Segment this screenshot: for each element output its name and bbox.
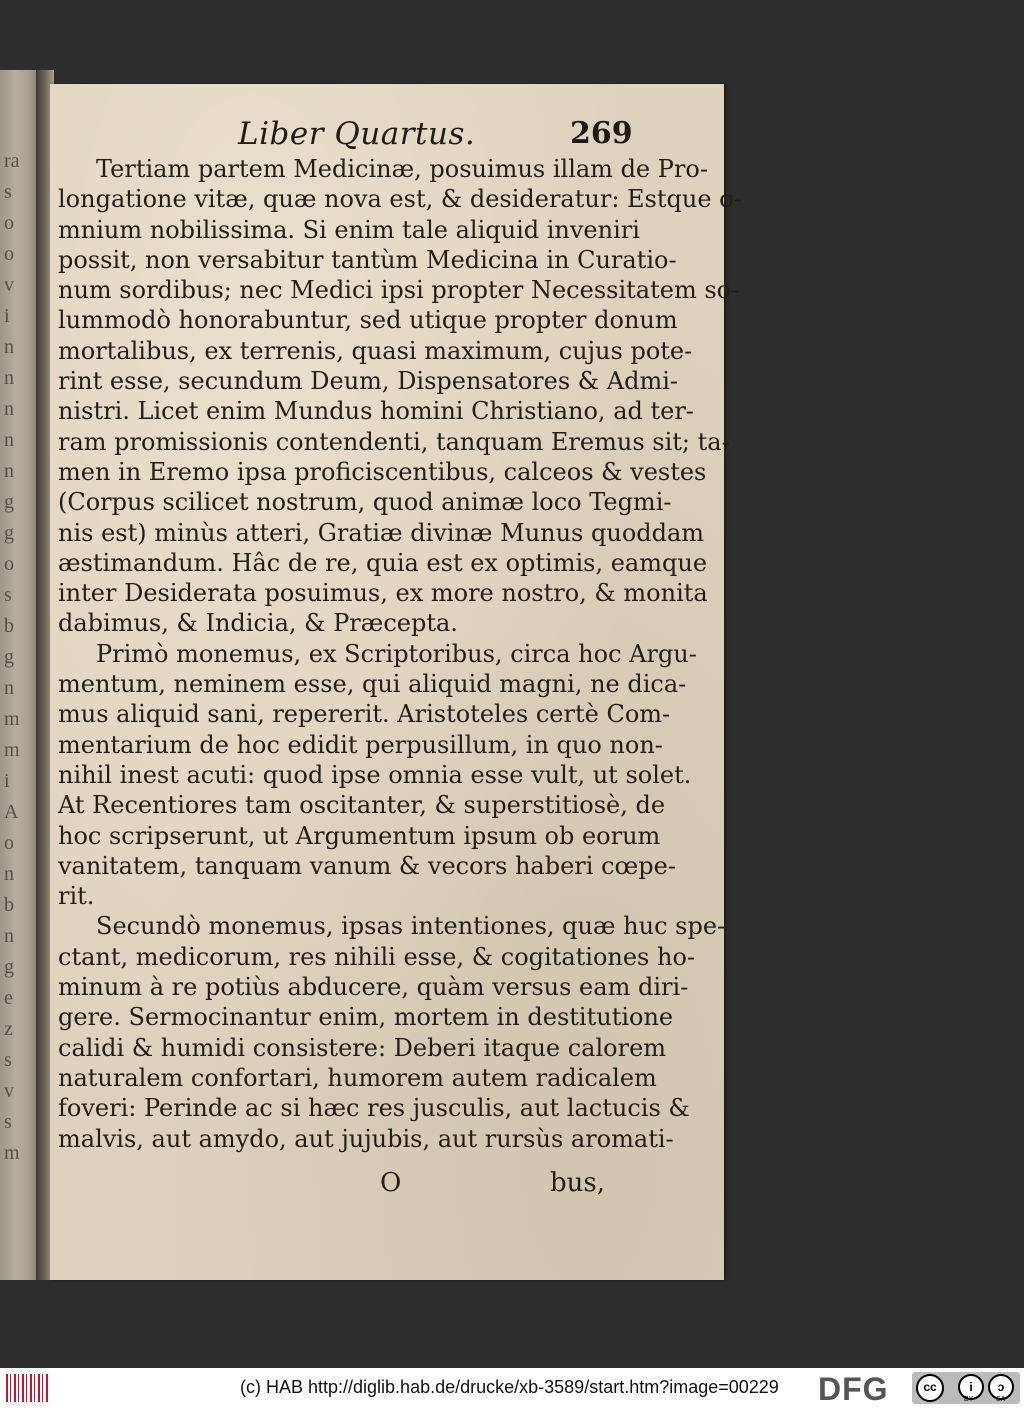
text-line: mentarium de hoc edidit perpusillum, in quo non- (58, 730, 663, 759)
adjacent-page-fragment: m (4, 1142, 20, 1164)
text-line: possit, non versabitur tantùm Medicina in Curatio- (58, 245, 677, 274)
body-text (58, 154, 742, 1154)
text-line: ram promissionis contendenti, tanquam Eremus sit; ta- (58, 427, 730, 456)
text-line: ctant, medicorum, res nihili esse, & cogitationes ho- (58, 942, 696, 971)
adjacent-page-fragment: s (4, 1049, 12, 1071)
text-line: (Corpus scilicet nostrum, quod animæ loco Tegmi- (58, 488, 672, 517)
text-line: dabimus, & Indicia, & Præcepta. (58, 609, 458, 638)
adjacent-page-fragment: s (4, 181, 12, 203)
running-head: Liber Quartus. (238, 116, 476, 152)
adjacent-page-fragment: z (4, 1018, 13, 1040)
adjacent-page-fragment: s (4, 1111, 12, 1133)
book-page (50, 84, 742, 1280)
adjacent-page-fragment: g (4, 522, 14, 544)
library-barcode-icon (6, 1374, 48, 1402)
adjacent-page-fragment: g (4, 956, 14, 978)
text-line: Primò monemus, ex Scriptoribus, circa hoc Argu- (96, 639, 697, 668)
adjacent-page-fragment: n (4, 863, 14, 885)
text-line: nihil inest acuti: quod ipse omnia esse vult, ut solet. (58, 760, 692, 789)
adjacent-page-fragment: m (4, 739, 20, 761)
adjacent-page-fragment: n (4, 398, 14, 420)
text-line: mus aliquid sani, repererit. Aristoteles certè Com- (58, 700, 671, 729)
adjacent-page-fragment: i (4, 305, 10, 327)
text-line: æstimandum. Hâc de re, quia est ex optimis, eamque (58, 548, 708, 577)
sa-caption: SA (996, 1396, 1006, 1403)
share-alike-icon: ↄ (988, 1374, 1014, 1400)
text-line: foveri: Perinde ac si hæc res jusculis, aut lactucis & (58, 1094, 690, 1123)
adjacent-page-fragment: i (4, 770, 10, 792)
adjacent-page-fragment: n (4, 925, 14, 947)
adjacent-page-fragment: o (4, 553, 14, 575)
text-line: malvis, aut amydo, aut jujubis, aut rursùs aromati- (58, 1124, 674, 1153)
text-line: num sordibus; nec Medici ipsi propter Necessitatem so- (58, 276, 740, 305)
text-line: calidi & humidi consistere: Deberi itaque calorem (58, 1033, 667, 1062)
adjacent-page-fragment: o (4, 243, 14, 265)
text-line: vanitatem, tanquam vanum & vecors haberi cœpe- (58, 851, 676, 880)
text-line: hoc scripserunt, ut Argumentum ipsum ob eorum (58, 821, 661, 850)
text-line: nistri. Licet enim Mundus homini Christiano, ad ter- (58, 397, 694, 426)
page-number: 269 (570, 116, 633, 151)
adjacent-page-fragment: ra (4, 150, 20, 172)
adjacent-page-fragment: b (4, 615, 14, 637)
text-line: rint esse, secundum Deum, Dispensatores & Admi- (58, 367, 679, 396)
adjacent-page-fragment: b (4, 894, 14, 916)
text-line: gere. Sermocinantur enim, mortem in destitutione (58, 1003, 674, 1032)
text-line: mentum, neminem esse, qui aliquid magni, ne dica- (58, 670, 687, 699)
adjacent-page-fragment: n (4, 677, 14, 699)
text-line: men in Eremo ipsa proficiscentibus, calceos & vestes (58, 457, 707, 486)
text-line: naturalem confortari, humorem autem radicalem (58, 1063, 657, 1092)
adjacent-page-fragment: A (4, 801, 19, 823)
adjacent-page-fragment: s (4, 584, 12, 606)
by-caption: BY (964, 1396, 974, 1403)
text-line: Tertiam partem Medicinæ, posuimus illam de Pro- (96, 155, 708, 183)
text-line: lummodò honorabuntur, sed utique propter donum (58, 306, 678, 335)
text-line: mortalibus, ex terrenis, quasi maximum, cujus pote- (58, 336, 693, 365)
adjacent-page-fragment: g (4, 491, 14, 513)
text-line: inter Desiderata posuimus, ex more nostro, & monita (58, 579, 708, 608)
catchword: bus, (550, 1168, 605, 1198)
text-line: mnium nobilissima. Si enim tale aliquid inveniri (58, 215, 640, 244)
signature-mark: O (380, 1168, 402, 1198)
text-line: longatione vitæ, quæ nova est, & desideratur: Estque o- (58, 185, 742, 214)
adjacent-page-fragment: e (4, 987, 13, 1009)
adjacent-page-fragment: v (4, 1080, 14, 1102)
cc-license-icon[interactable] (912, 1372, 1020, 1404)
adjacent-page-fragment: m (4, 708, 20, 730)
footer-bar (0, 1368, 1024, 1409)
adjacent-page-fragment: o (4, 832, 14, 854)
adjacent-page-fragment: o (4, 212, 14, 234)
adjacent-page-fragment: n (4, 460, 14, 482)
cc-icon: cc (916, 1374, 944, 1402)
dfg-logo[interactable]: DFG (818, 1371, 889, 1407)
text-line: minum à re potiùs abducere, quàm versus eam diri- (58, 973, 689, 1002)
adjacent-page-edge (0, 70, 40, 1280)
adjacent-page-fragment: v (4, 274, 14, 296)
adjacent-page-fragment: g (4, 646, 14, 668)
adjacent-page-fragment: n (4, 429, 14, 451)
text-line: Secundò monemus, ipsas intentiones, quæ huc spe- (96, 912, 726, 941)
adjacent-page-fragment: n (4, 336, 14, 358)
attribution-icon: i (958, 1374, 984, 1400)
text-line: rit. (58, 882, 95, 911)
text-line: nis est) minùs atteri, Gratiæ divinæ Munus quoddam (58, 518, 705, 547)
adjacent-page-fragment: n (4, 367, 14, 389)
copyright-link[interactable]: (c) HAB http://diglib.hab.de/drucke/xb-3589/start.htm?image=00229 (240, 1377, 779, 1397)
text-line: At Recentiores tam oscitanter, & superstitiosè, de (58, 791, 666, 820)
